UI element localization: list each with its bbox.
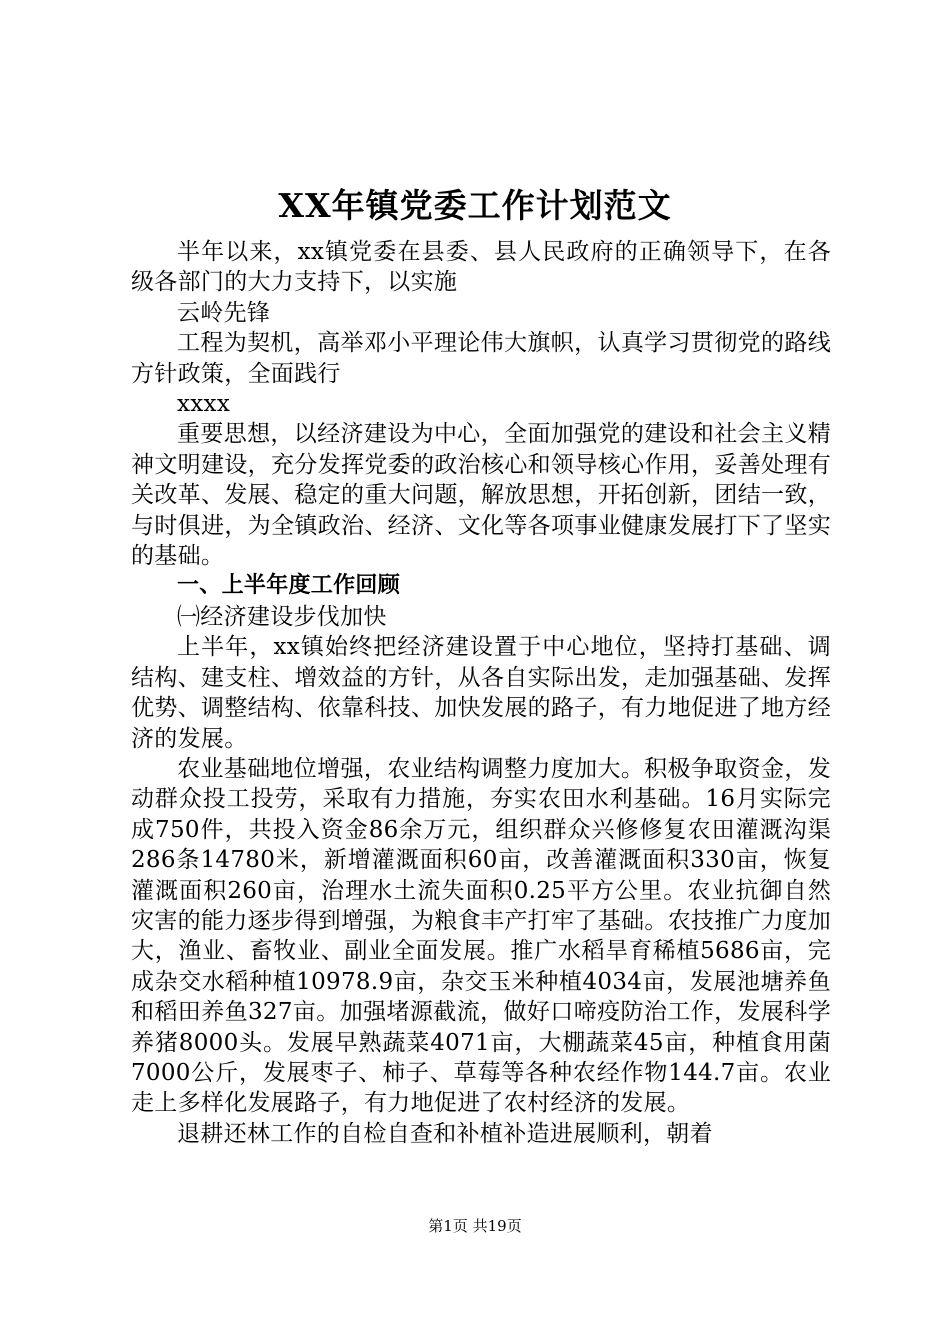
document-body	[131, 237, 831, 1149]
paragraph: 退耕还林工作的自检自查和补植补造进展顺利，朝着	[177, 1120, 713, 1147]
page-number-footer: 第1页 共19页	[428, 1217, 522, 1235]
section-heading: 一、上半年度工作回顾	[177, 573, 401, 599]
paragraph: 农业基础地位增强，农业结构调整力度加大。积极争取资金，发动群众投工投劳，采取有力措施，夯实农田水利基础。16月实际完成750件，共投入资金86余万元，组织群众兴修修复农田灌溉沟渠286条14780米，新增灌溉面积60亩，改善灌溉面积330亩，恢复灌溉面积260亩，治理水土流失面积0.25平方公里。农业抗御自然灾害的能力逐步得到增强，为粮食丰产打牢了基础。农技推广力度加大，渔业、畜牧业、副业全面发展。推广水稻旱育稀植5686亩，完成杂交水稻种植10978.9亩，杂交玉米种植4034亩，发展池塘养鱼和稻田养鱼327亩。加强堵源截流，做好口啼疫防治工作，发展科学养猪8000头。发展早熟蔬菜4071亩，大棚蔬菜45亩，种植食用菌7000公斤，发展枣子、柿子、草莓等各种农经作物144.7亩。农业走上多样化发展路子，有力地促进了农村经济的发展。	[131, 755, 831, 1117]
subsection-heading: ㈠经济建设步伐加快	[177, 603, 387, 630]
paragraph: 上半年，xx镇始终把经济建设置于中心地位，坚持打基础、调结构、建支柱、增效益的方针，从各自实际出发，走加强基础、发挥优势、调整结构、依靠科技、加快发展的路子，有力地促进了地方经济的发展。	[131, 634, 831, 752]
paragraph: 工程为契机，高举邓小平理论伟大旗帜，认真学习贯彻党的路线方针政策，全面践行	[131, 330, 831, 387]
paragraph: xxxx	[177, 391, 231, 418]
paragraph: 云岭先锋	[177, 299, 271, 326]
paragraph: 重要思想，以经济建设为中心，全面加强党的建设和社会主义精神文明建设，充分发挥党委的政治核心和领导核心作用，妥善处理有关改革、发展、稳定的重大问题，解放思想，开拓创新，团结一致，与时俱进，为全镇政治、经济、文化等各项事业健康发展打下了坚实的基础。	[131, 421, 831, 570]
document-title: XX年镇党委工作计划范文	[278, 186, 672, 225]
paragraph: 半年以来，xx镇党委在县委、县人民政府的正确领导下，在各级各部门的大力支持下，以实施	[131, 239, 831, 296]
